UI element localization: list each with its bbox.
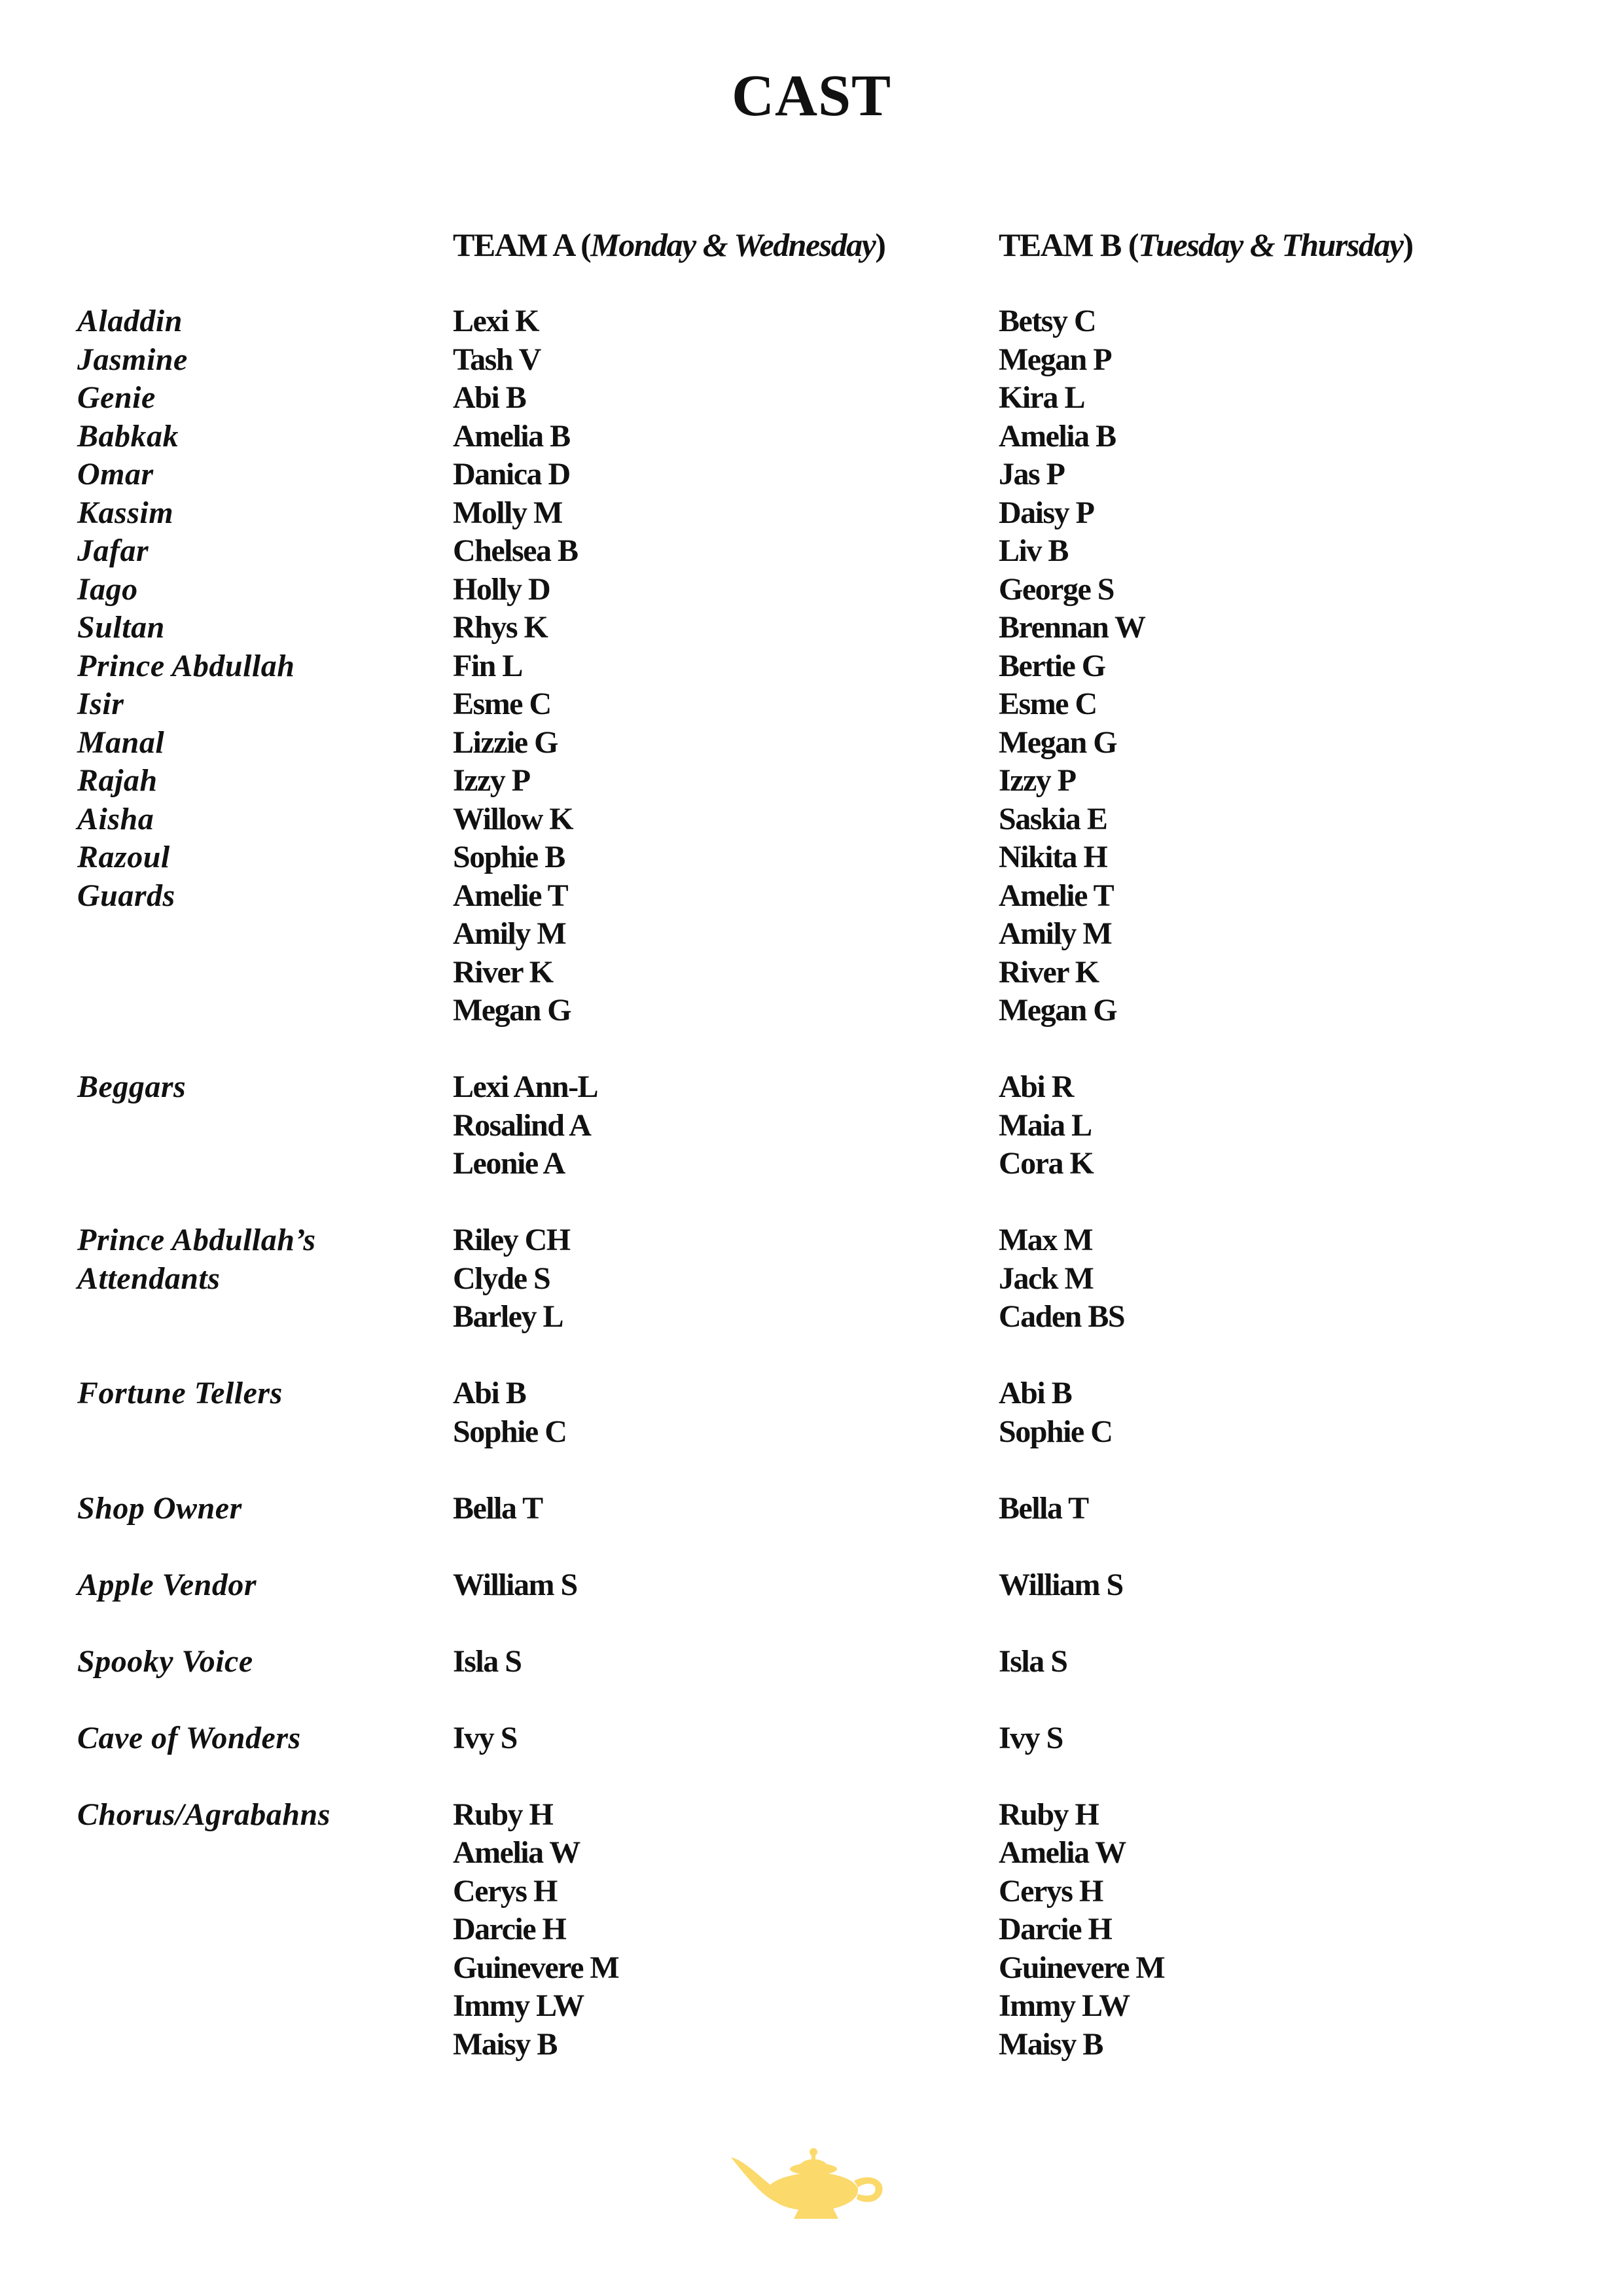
cast-group — [0, 1719, 1623, 1758]
team-b-member: Darcie H — [999, 1912, 1112, 1946]
team-b-member: William S — [999, 1567, 1123, 1602]
team-a-member: Leonie A — [453, 1146, 565, 1181]
cast-list — [0, 302, 1623, 2102]
team-a-member: Isla S — [453, 1643, 522, 1679]
role-column — [77, 1796, 444, 1835]
team-a-member: Abi B — [453, 380, 526, 415]
role-name: Shop Owner — [77, 1490, 242, 1526]
team-a-cast — [453, 1643, 963, 1681]
team-b-member: Megan G — [999, 993, 1117, 1028]
cast-group — [0, 1796, 1623, 2064]
team-b-member: Maisy B — [999, 2026, 1103, 2062]
team-a-member: Maisy B — [453, 2026, 557, 2062]
role-column — [77, 1221, 444, 1298]
team-a-header: TEAM A (Monday & Wednesday) — [453, 226, 885, 263]
team-b-member: Amelie T — [999, 878, 1114, 913]
role-name: Rajah — [77, 763, 158, 798]
team-a-member: Holly D — [453, 571, 550, 607]
team-b-member: Betsy C — [999, 304, 1096, 338]
team-b-cast — [999, 1796, 1509, 2064]
team-b-member: Abi R — [999, 1069, 1073, 1104]
role-name: Jafar — [77, 533, 149, 568]
team-a-cast — [453, 1566, 963, 1605]
team-a-member: Rhys K — [453, 610, 548, 645]
page-title: CAST — [731, 63, 892, 128]
team-a-member: Lexi K — [453, 304, 539, 338]
team-b-cast — [999, 1643, 1509, 1681]
team-a-member: Amelie T — [453, 878, 568, 913]
team-a-member: Danica D — [453, 457, 570, 492]
role-name: Aisha — [77, 801, 154, 836]
team-a-member: Immy LW — [453, 1988, 584, 2023]
team-b-cast — [999, 1374, 1509, 1451]
team-a-member: Guinevere M — [453, 1950, 619, 1985]
team-b-member: Izzy P — [999, 763, 1076, 798]
team-b-cast — [999, 1068, 1509, 1183]
role-name: Babkak — [77, 418, 179, 454]
team-b-member: Cora K — [999, 1146, 1094, 1181]
role-column — [77, 1490, 444, 1528]
team-b-cast — [999, 302, 1509, 1030]
role-column — [77, 1719, 444, 1758]
team-b-member: Kira L — [999, 380, 1084, 415]
team-a-cast — [453, 1796, 963, 2064]
team-a-name: TEAM A — [453, 226, 574, 263]
team-a-cast — [453, 1374, 963, 1451]
team-a-days: Monday & Wednesday — [590, 226, 876, 263]
team-a-member: Amelia W — [453, 1835, 580, 1870]
team-b-member: Megan P — [999, 342, 1112, 377]
team-a-member: Ruby H — [453, 1797, 553, 1832]
team-b-member: River K — [999, 954, 1099, 990]
role-name: Spooky Voice — [77, 1643, 253, 1679]
team-b-member: Saskia E — [999, 801, 1107, 836]
team-a-member: Lexi Ann-L — [453, 1069, 598, 1104]
role-name: Chorus/Agrabahns — [77, 1797, 330, 1832]
team-b-member: Liv B — [999, 533, 1068, 568]
role-column — [77, 1643, 444, 1681]
role-name: Prince Abdullah’s — [77, 1223, 316, 1257]
role-name: Aladdin — [77, 304, 183, 338]
magic-lamp-graphic — [730, 2134, 887, 2225]
team-a-member: Abi B — [453, 1376, 526, 1410]
team-a-member: Barley L — [453, 1299, 563, 1334]
role-column — [77, 1068, 444, 1107]
team-b-member: Immy LW — [999, 1988, 1130, 2023]
team-a-cast — [453, 1221, 963, 1336]
team-a-member: Riley CH — [453, 1223, 570, 1257]
role-name: Apple Vendor — [77, 1567, 257, 1602]
team-b-member: Daisy P — [999, 495, 1094, 530]
team-b-member: Cerys H — [999, 1873, 1103, 1909]
role-column — [77, 302, 444, 915]
team-a-member: Izzy P — [453, 763, 530, 798]
team-a-member: Amelia B — [453, 418, 570, 454]
team-b-member: Sophie C — [999, 1414, 1113, 1449]
cast-group — [0, 1221, 1623, 1336]
team-b-header: TEAM B (Tuesday & Thursday) — [999, 226, 1413, 263]
role-name: Razoul — [77, 840, 170, 874]
team-a-member: Tash V — [453, 342, 541, 377]
lamp-shape — [731, 2148, 883, 2219]
team-a-member: Clyde S — [453, 1261, 550, 1296]
team-a-cast — [453, 1490, 963, 1528]
team-b-cast — [999, 1566, 1509, 1605]
team-b-member: Ruby H — [999, 1797, 1099, 1832]
role-name: Fortune Tellers — [77, 1376, 283, 1410]
team-a-member: Cerys H — [453, 1873, 557, 1909]
team-b-member: Ivy S — [999, 1720, 1063, 1755]
team-b-member: Maia L — [999, 1107, 1092, 1143]
team-a-member: Molly M — [453, 495, 562, 530]
team-b-cast — [999, 1490, 1509, 1528]
role-name: Beggars — [77, 1069, 187, 1104]
team-a-cast — [453, 1719, 963, 1758]
team-b-member: Brennan W — [999, 610, 1145, 645]
team-b-cast — [999, 1221, 1509, 1336]
role-column — [77, 1374, 444, 1413]
role-name: Kassim — [77, 495, 174, 530]
role-name: Guards — [77, 878, 175, 913]
team-a-member: William S — [453, 1567, 577, 1602]
role-name: Jasmine — [77, 342, 188, 377]
role-name: Cave of Wonders — [77, 1720, 301, 1755]
magic-lamp-icon — [730, 2134, 887, 2225]
team-b-member: Jas P — [999, 457, 1065, 492]
team-a-member: Fin L — [453, 648, 522, 683]
role-name: Omar — [77, 457, 154, 492]
team-b-days: Tuesday & Thursday — [1138, 226, 1403, 263]
team-a-member: Ivy S — [453, 1720, 517, 1755]
team-a-member: River K — [453, 954, 553, 990]
team-a-member: Amily M — [453, 916, 566, 951]
team-b-member: Isla S — [999, 1643, 1067, 1679]
team-b-member: Bertie G — [999, 648, 1105, 683]
team-b-member: Amily M — [999, 916, 1112, 951]
team-b-member: Jack M — [999, 1261, 1094, 1296]
cast-group — [0, 1490, 1623, 1528]
team-a-cast — [453, 1068, 963, 1183]
team-b-member: George S — [999, 571, 1114, 607]
team-b-member: Bella T — [999, 1490, 1088, 1526]
role-name: Iago — [77, 571, 138, 607]
team-a-cast — [453, 302, 963, 1030]
team-a-member: Sophie C — [453, 1414, 567, 1449]
role-name: Manal — [77, 725, 165, 760]
cast-group — [0, 1374, 1623, 1451]
team-b-name: TEAM B — [999, 226, 1121, 263]
team-a-member: Bella T — [453, 1490, 543, 1526]
team-a-member: Willow K — [453, 801, 573, 836]
team-a-member: Darcie H — [453, 1912, 566, 1946]
team-b-member: Abi B — [999, 1376, 1072, 1410]
role-name: Genie — [77, 380, 156, 415]
team-a-member: Sophie B — [453, 840, 565, 874]
team-a-member: Megan G — [453, 993, 571, 1028]
cast-group — [0, 1643, 1623, 1681]
role-name: Sultan — [77, 610, 165, 645]
team-b-member: Nikita H — [999, 840, 1107, 874]
role-name: Attendants — [77, 1261, 221, 1296]
team-a-member: Rosalind A — [453, 1107, 591, 1143]
team-b-member: Guinevere M — [999, 1950, 1165, 1985]
role-name: Isir — [77, 687, 124, 721]
cast-group — [0, 302, 1623, 1030]
team-a-member: Chelsea B — [453, 533, 578, 568]
team-b-cast — [999, 1719, 1509, 1758]
cast-group — [0, 1566, 1623, 1605]
role-name: Prince Abdullah — [77, 648, 295, 683]
team-a-member: Esme C — [453, 687, 551, 721]
team-b-member: Esme C — [999, 687, 1097, 721]
team-b-member: Megan G — [999, 725, 1117, 760]
team-b-member: Amelia W — [999, 1835, 1126, 1870]
team-b-member: Max M — [999, 1223, 1093, 1257]
team-a-member: Lizzie G — [453, 725, 558, 760]
cast-group — [0, 1068, 1623, 1183]
role-column — [77, 1566, 444, 1605]
team-b-member: Caden BS — [999, 1299, 1125, 1334]
team-b-member: Amelia B — [999, 418, 1116, 454]
